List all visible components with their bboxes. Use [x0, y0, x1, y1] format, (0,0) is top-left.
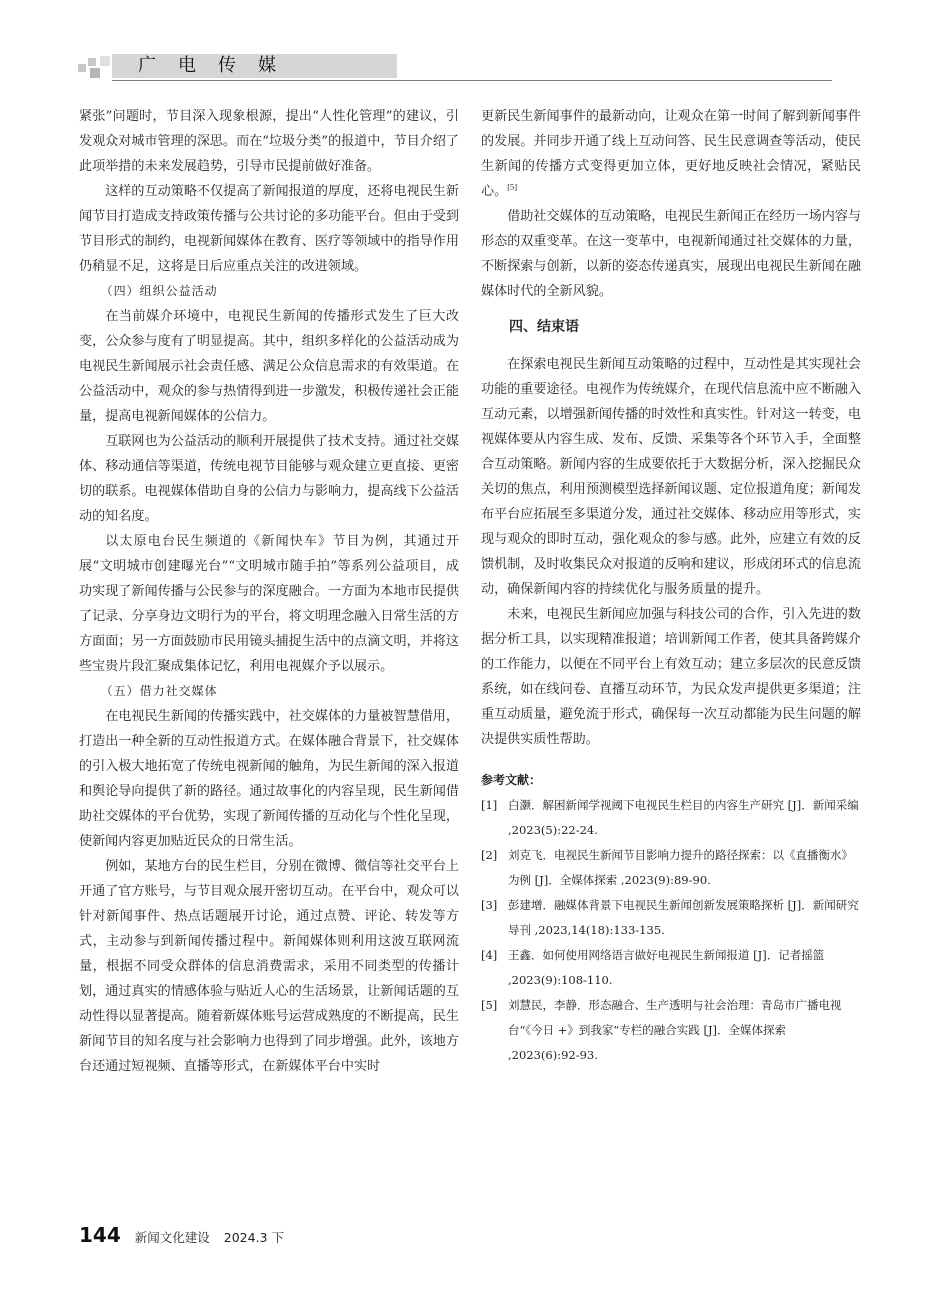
reference-number: [3]: [481, 898, 498, 912]
paragraph: 在电视民生新闻的传播实践中，社交媒体的力量被智慧借用，打造出一种全新的互动性报道方式。在媒体融合背景下，社交媒体的引入极大地拓宽了传统电视新闻的触角，为民生新闻的深入报道和舆论导向提供了新的路径。通过故事化的内容呈现，民生新闻借助社交媒体的平台优势，实现了新闻传播的互动化与个性化呈现，使新闻内容更加贴近民众的日常生活。: [79, 709, 459, 849]
reference-text: 刘慧民，李静．形态融合、生产透明与社会治理：青岛市广播电视台“《今日 +》到我家”专栏的融合实践 [J]．全媒体探索 ,2023(6):92-93.: [508, 998, 842, 1062]
paragraph: 互联网也为公益活动的顺利开展提供了技术支持。通过社交媒体、移动通信等渠道，传统电视节目能够与观众建立更直接、更密切的联系。电视媒体借助自身的公信力与影响力，提高线下公益活动的知名度。: [79, 434, 459, 524]
running-header: [78, 52, 832, 82]
reference-item: [481, 843, 861, 893]
reference-item: [481, 943, 861, 993]
subsection-heading: （五）借力社交媒体: [100, 684, 218, 698]
reference-number: [5]: [481, 998, 498, 1012]
reference-number: [2]: [481, 848, 498, 862]
page-number: 144: [79, 1223, 121, 1247]
paragraph: 借助社交媒体的互动策略，电视民生新闻正在经历一场内容与形态的双重变革。在这一变革中，电视新闻通过社交媒体的力量，不断探索与创新，以新的姿态传递真实，展现出电视民生新闻在融媒体时代的全新风貌。: [481, 209, 861, 299]
subsection-heading: （四）组织公益活动: [100, 284, 218, 298]
citation-mark: [5]: [507, 183, 518, 192]
paragraph: [481, 104, 861, 204]
section-title: 广电传媒: [138, 55, 298, 76]
reference-text: 王鑫．如何使用网络语言做好电视民生新闻报道 [J]．记者摇篮 ,2023(9):108-110.: [508, 948, 825, 987]
reference-item: [481, 793, 861, 843]
header-decoration: [88, 58, 96, 66]
section-heading: 四、结束语: [509, 319, 579, 335]
paragraph-text: 更新民生新闻事件的最新动向，让观众在第一时间了解到新闻事件的发展。并同步开通了线上互动问答、民生民意调查等活动，使民生新闻的传播方式变得更加立体，更好地反映社会情况，紧贴民心。: [481, 109, 861, 199]
header-decoration: [78, 64, 86, 72]
journal-name: 新闻文化建设: [134, 1230, 210, 1245]
reference-number: [1]: [481, 798, 498, 812]
header-rule: [112, 80, 832, 81]
paragraph: 紧张”问题时，节目深入现象根源，提出“人性化管理”的建议，引发观众对城市管理的深思。而在“垃圾分类”的报道中，节目介绍了此项举措的未来发展趋势，引导市民提前做好准备。: [79, 109, 460, 174]
header-decoration: [90, 68, 100, 78]
references-title: 参考文献：: [481, 773, 542, 787]
paragraph: 在探索电视民生新闻互动策略的过程中，互动性是其实现社会功能的重要途径。电视作为传统媒介，在现代信息流中应不断融入互动元素，以增强新闻传播的时效性和真实性。针对这一转变，电视媒体要从内容生成、发布、反馈、采集等各个环节入手，全面整合互动策略。新闻内容的生成要依托于大数据分析，深入挖掘民众关切的焦点，利用预测模型选择新闻议题、定位报道角度；新闻发布平台应拓展至多渠道分发，通过社交媒体、移动应用等形式，实现与观众的即时互动，强化观众的参与感。此外，应建立有效的反馈机制，及时收集民众对报道的反响和建议，形成闭环式的信息流动，确保新闻内容的持续优化与服务质量的提升。: [481, 357, 861, 597]
right-column: [481, 104, 861, 1068]
reference-item: [481, 993, 861, 1068]
reference-list: [481, 793, 861, 1068]
left-column: [79, 104, 459, 1079]
header-decoration: [100, 56, 110, 66]
paragraph: 例如，某地方台的民生栏目，分别在微博、微信等社交平台上开通了官方账号，与节目观众展开密切互动。在平台中，观众可以针对新闻事件、热点话题展开讨论，通过点赞、评论、转发等方式，主动参与到新闻传播过程中。新闻媒体则利用这波互联网流量，根据不同受众群体的信息消费需求，采用不同类型的传播计划，通过真实的情感体验与贴近人心的生活场景，让新闻话题的互动性得以显著提高。随着新媒体账号运营成熟度的不断提高，民生新闻节目的知名度与社会影响力也得到了同步增强。此外，该地方台还通过短视频、直播等形式，在新媒体平台中实时: [79, 859, 459, 1074]
paragraph: 在当前媒介环境中，电视民生新闻的传播形式发生了巨大改变，公众参与度有了明显提高。其中，组织多样化的公益活动成为电视民生新闻展示社会责任感、满足公众信息需求的有效渠道。在公益活动中，观众的参与热情得到进一步激发，积极传递社会正能量，提高电视新闻媒体的公信力。: [79, 309, 459, 424]
paragraph: 这样的互动策略不仅提高了新闻报道的厚度，还将电视民生新闻节目打造成支持政策传播与公共讨论的多功能平台。但由于受到节目形式的制约，电视新闻媒体在教育、医疗等领域中的指导作用仍稍显不足，这将是日后应重点关注的改进领域。: [79, 184, 459, 274]
paragraph: 以太原电台民生频道的《新闻快车》节目为例，其通过开展“文明城市创建曝光台”“文明城市随手拍”等系列公益项目，成功实现了新闻传播与公民参与的深度融合。一方面为本地市民提供了记录、分享身边文明行为的平台，将文明理念融入日常生活的方方面面；另一方面鼓励市民用镜头捕捉生活中的点滴文明，并将这些宝贵片段汇聚成集体记忆，利用电视媒介予以展示。: [79, 534, 459, 674]
reference-text: 白灏．解困新闻学视阈下电视民生栏目的内容生产研究 [J]．新闻采编 ,2023(5):22-24.: [508, 798, 859, 837]
reference-number: [4]: [481, 948, 498, 962]
page-footer: [79, 1223, 284, 1247]
reference-item: [481, 893, 861, 943]
paragraph: 未来，电视民生新闻应加强与科技公司的合作，引入先进的数据分析工具，以实现精准报道；培训新闻工作者，使其具备跨媒介的工作能力，以便在不同平台上有效互动；建立多层次的民意反馈系统，如在线问卷、直播互动环节，为民众发声提供更多渠道；注重互动质量，避免流于形式，确保每一次互动都能为民生问题的解决提供实质性帮助。: [481, 607, 861, 747]
reference-text: 刘克飞．电视民生新闻节目影响力提升的路径探索：以《直播衡水》为例 [J]．全媒体探索 ,2023(9):89-90.: [508, 848, 853, 887]
issue-label: 2024.3 下: [223, 1230, 284, 1245]
reference-text: 彭建增．融媒体背景下电视民生新闻创新发展策略探析 [J]．新闻研究导刊 ,2023,14(18):133-135.: [508, 898, 859, 937]
